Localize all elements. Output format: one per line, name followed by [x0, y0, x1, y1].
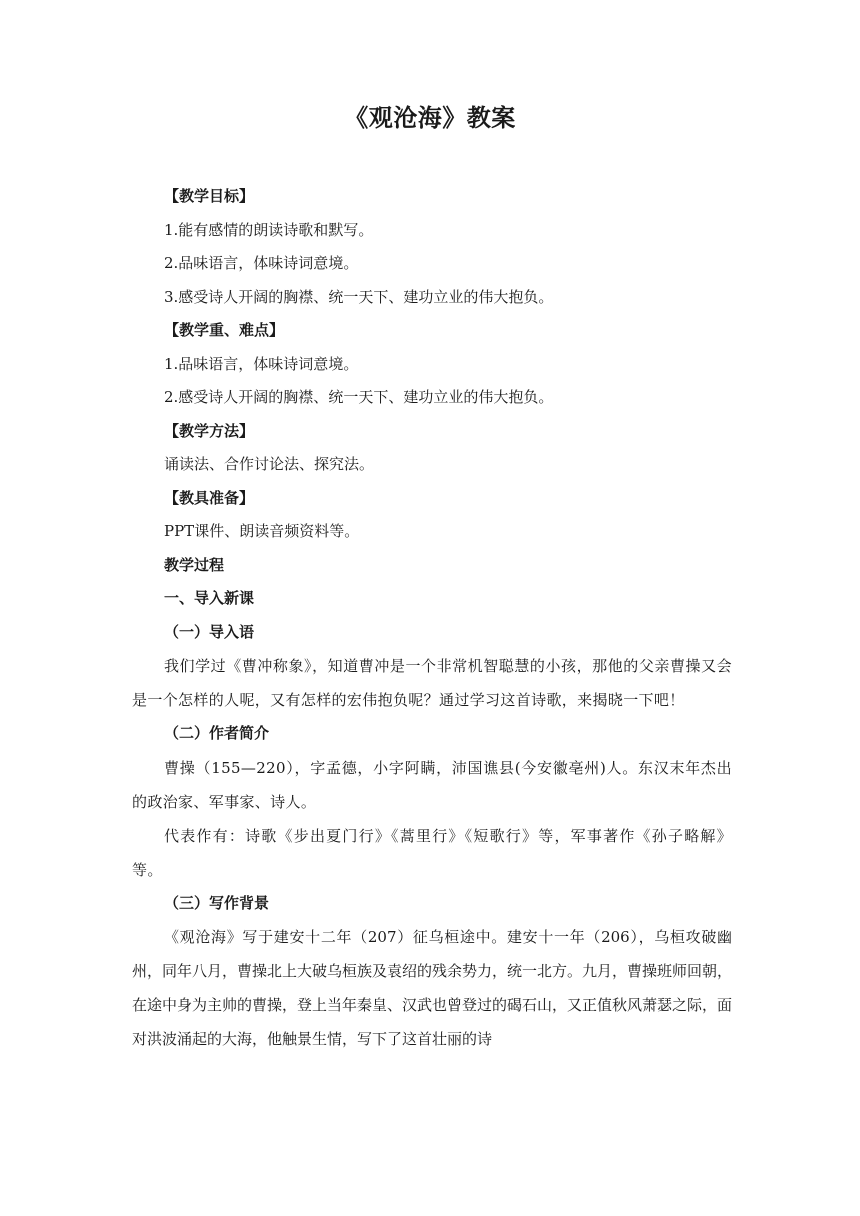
section-heading: 一、导入新课	[164, 589, 255, 607]
key-point-item: 1.品味语言，体味诗词意境。	[164, 354, 359, 373]
works-paragraph: 代表作有：诗歌《步出夏门行》《蒿里行》《短歌行》等，军事著作《孙子略解》等。	[132, 826, 732, 879]
objective-item: 3.感受诗人开阔的胸襟、统一天下、建功立业的伟大抱负。	[164, 287, 554, 306]
document-title: 《观沧海》教案	[344, 104, 516, 132]
subsection-heading: （二）作者简介	[164, 724, 270, 742]
objective-item: 2.品味语言，体味诗词意境。	[164, 254, 359, 272]
materials-text: PPT课件、朗读音频资料等。	[164, 522, 360, 540]
objectives-heading: 【教学目标】	[164, 187, 255, 205]
intro-paragraph: 我们学过《曹冲称象》，知道曹冲是一个非常机智聪慧的小孩，那他的父亲曹操又会是一个怎样的人呢，又有怎样的宏伟抱负呢？通过学习这首诗歌，来揭晓一下吧！	[132, 657, 732, 709]
methods-text: 诵读法、合作讨论法、探究法。	[164, 455, 375, 473]
background-paragraph: 《观沧海》写于建安十二年（207）征乌桓途中。建安十一年（206），乌桓攻破幽州，同年八月，曹操北上大破乌桓族及袁绍的残余势力，统一北方。九月，曹操班师回朝，在途中身为主帅的曹操，登上当年秦皇、汉武也曾登过的碣石山，又正值秋风萧瑟之际，面对洪波涌起的大海，他触景生情，写下了这首壮丽的诗	[132, 928, 733, 1048]
key-points-heading: 【教学重、难点】	[164, 321, 285, 339]
subsection-heading: （三）写作背景	[164, 893, 270, 912]
process-heading: 教学过程	[164, 555, 225, 574]
methods-heading: 【教学方法】	[164, 421, 255, 440]
document-body	[132, 180, 732, 1056]
author-paragraph: 曹操（155—220），字孟德，小字阿瞒，沛国谯县(今安徽亳州)人。东汉末年杰出的政治家、军事家、诗人。	[132, 758, 732, 811]
subsection-heading: （一）导入语	[164, 622, 255, 641]
key-point-item: 2.感受诗人开阔的胸襟、统一天下、建功立业的伟大抱负。	[164, 388, 554, 406]
materials-heading: 【教具准备】	[164, 488, 255, 507]
objective-item: 1.能有感情的朗读诗歌和默写。	[164, 220, 374, 239]
